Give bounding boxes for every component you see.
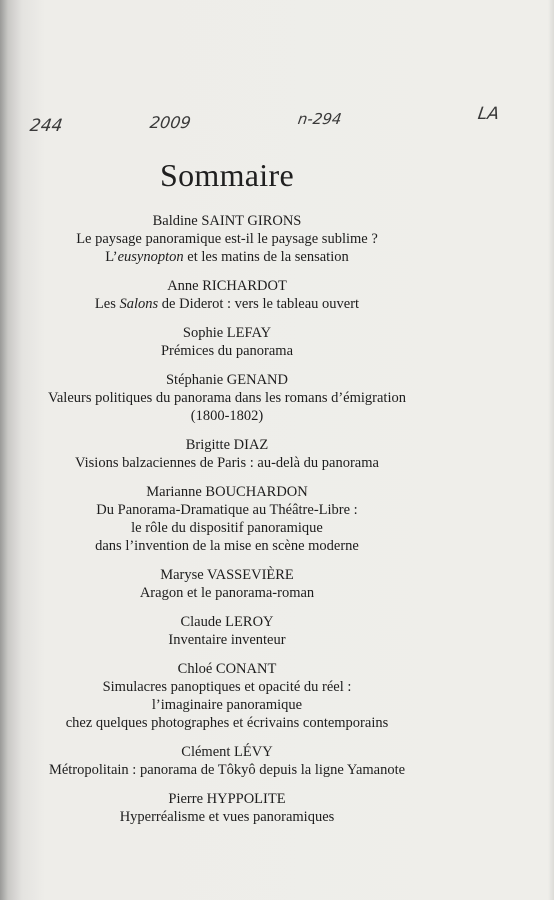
- toc-entry-title-line: [0, 248, 454, 266]
- toc-entry: [0, 483, 454, 555]
- handwritten-note-right: LA: [476, 104, 501, 124]
- toc-entry-title-line: [0, 230, 454, 248]
- toc-entry-author: Chloé CONANT: [177, 661, 277, 677]
- toc-entry: [0, 790, 454, 826]
- toc-entry-title-line: [0, 714, 454, 732]
- toc-entry: [0, 743, 454, 779]
- italic-title-fragment: Salons: [119, 296, 159, 312]
- page-edge-shadow: [548, 0, 554, 900]
- toc-entry: [0, 212, 454, 266]
- toc-entry-author: Pierre HYPPOLITE: [168, 791, 286, 807]
- toc-entry-title-line: [0, 761, 454, 779]
- handwritten-note-number: n-294: [296, 110, 343, 128]
- title-fragment: Métropolitain : panorama de Tôkyô depuis la ligne Yamanote: [48, 762, 406, 778]
- title-fragment: L’: [105, 249, 118, 265]
- toc-entry-title-line: [0, 407, 454, 425]
- title-fragment: Prémices du panorama: [160, 343, 294, 359]
- title-fragment: Valeurs politiques du panorama dans les romans d’émigration: [48, 390, 406, 406]
- toc-entry: [0, 613, 454, 649]
- toc-entry: [0, 371, 454, 425]
- toc-entry: [0, 436, 454, 472]
- handwritten-note-year: 2009: [148, 113, 193, 132]
- toc-entry-title-line: [0, 454, 454, 472]
- title-fragment: et les matins de la sensation: [183, 249, 349, 265]
- toc-entry-author: Marianne BOUCHARDON: [146, 484, 308, 500]
- italic-title-fragment: eusynopton: [117, 249, 184, 265]
- title-fragment: Du Panorama-Dramatique au Théâtre-Libre :: [96, 502, 358, 518]
- title-fragment: (1800-1802): [190, 408, 264, 424]
- title-fragment: Inventaire inventeur: [168, 632, 286, 648]
- toc-entry-author: Brigitte DIAZ: [185, 437, 269, 453]
- title-fragment: Visions balzaciennes de Paris : au-delà du panorama: [75, 455, 379, 471]
- title-fragment: de Diderot : vers le tableau ouvert: [158, 296, 360, 312]
- toc-entry-author: Maryse VASSEVIÈRE: [160, 567, 294, 583]
- toc-entry-author: Sophie LEFAY: [182, 325, 272, 341]
- toc-entry-title-line: [0, 342, 454, 360]
- toc-entry-title-line: [0, 584, 454, 602]
- toc-entry-title-line: [0, 537, 454, 555]
- toc-entry-author: Baldine SAINT GIRONS: [152, 213, 302, 229]
- toc-entry-title-line: [0, 808, 454, 826]
- toc-entry: [0, 324, 454, 360]
- toc-entry-title-line: [0, 678, 454, 696]
- title-fragment: Simulacres panoptiques et opacité du réel :: [102, 679, 352, 695]
- toc-entry-title-line: [0, 631, 454, 649]
- title-fragment: dans l’invention de la mise en scène moderne: [95, 538, 359, 554]
- toc-entry-title-line: [0, 295, 454, 313]
- toc-entry-author: Clément LÉVY: [181, 744, 273, 760]
- toc-entry: [0, 660, 454, 732]
- title-fragment: Aragon et le panorama-roman: [139, 585, 315, 601]
- table-of-contents: [0, 212, 454, 837]
- title-fragment: Le paysage panoramique est-il le paysage sublime ?: [76, 231, 378, 247]
- toc-entry-author: Stéphanie GENAND: [165, 372, 289, 388]
- toc-entry-author: Claude LEROY: [180, 614, 274, 630]
- toc-entry-title-line: [0, 696, 454, 714]
- title-fragment: chez quelques photographes et écrivains contemporains: [65, 715, 389, 731]
- toc-entry-author: Anne RICHARDOT: [167, 278, 287, 294]
- toc-entry: [0, 566, 454, 602]
- title-fragment: l’imaginaire panoramique: [151, 697, 303, 713]
- page-title: Sommaire: [160, 157, 294, 193]
- toc-entry: [0, 277, 454, 313]
- toc-entry-title-line: [0, 389, 454, 407]
- title-fragment: Les: [94, 296, 120, 312]
- title-fragment: Hyperréalisme et vues panoramiques: [119, 809, 335, 825]
- title-fragment: le rôle du dispositif panoramique: [131, 520, 323, 536]
- toc-entry-title-line: [0, 501, 454, 519]
- handwritten-note-left: 244: [28, 116, 64, 136]
- toc-entry-title-line: [0, 519, 454, 537]
